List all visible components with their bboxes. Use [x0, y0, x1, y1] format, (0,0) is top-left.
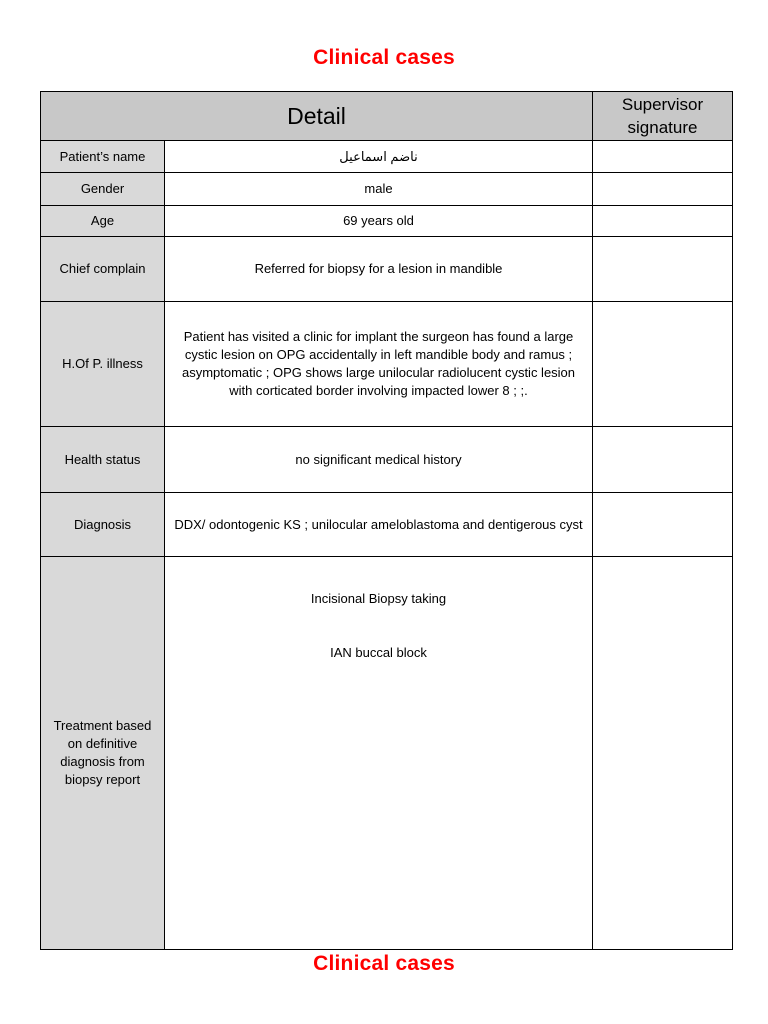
- table-row-gender: [41, 173, 733, 206]
- supervisor-signature-header: Supervisor signature: [593, 92, 733, 141]
- chief-complain-label: Chief complain: [41, 237, 165, 302]
- table-row-treatment: [41, 557, 733, 950]
- treatment-line: IAN buccal block: [330, 645, 427, 660]
- patient-name-label: Patient’s name: [41, 141, 165, 173]
- signature-cell: [593, 173, 733, 206]
- table-row-diagnosis: [41, 493, 733, 557]
- health-status-value: no significant medical history: [165, 427, 593, 493]
- diagnosis-label: Diagnosis: [41, 493, 165, 557]
- page-title: Clinical cases: [313, 46, 455, 69]
- table-row-hpi: [41, 302, 733, 427]
- signature-cell: [593, 302, 733, 427]
- footer-title: Clinical cases: [313, 952, 455, 975]
- signature-cell: [593, 427, 733, 493]
- table-row-health-status: [41, 427, 733, 493]
- gender-value: male: [165, 173, 593, 206]
- gender-label: Gender: [41, 173, 165, 206]
- diagnosis-value: DDX/ odontogenic KS ; unilocular ameloblastoma and dentigerous cyst: [165, 493, 593, 557]
- hpi-label: H.Of P. illness: [41, 302, 165, 427]
- table-row-chief-complain: [41, 237, 733, 302]
- table-row-patient-name: [41, 141, 733, 173]
- signature-cell: [593, 237, 733, 302]
- health-status-label: Health status: [41, 427, 165, 493]
- signature-cell: [593, 557, 733, 950]
- patient-name-value: ناضم اسماعيل: [165, 141, 593, 173]
- signature-cell: [593, 206, 733, 237]
- signature-cell: [593, 141, 733, 173]
- age-label: Age: [41, 206, 165, 237]
- table-header-row: [41, 92, 733, 141]
- treatment-value: [165, 557, 593, 950]
- clinical-case-table: [40, 91, 733, 950]
- age-value: 69 years old: [165, 206, 593, 237]
- signature-cell: [593, 493, 733, 557]
- chief-complain-value: Referred for biopsy for a lesion in mandible: [165, 237, 593, 302]
- hpi-value: Patient has visited a clinic for implant the surgeon has found a large cystic lesion on OPG accidentally in left mandible body and ramus ; asymptomatic ; OPG shows large unilocular radiolucent cystic lesion with corticated border involving impacted lower 8 ; ;.: [165, 302, 593, 427]
- table-row-age: [41, 206, 733, 237]
- treatment-label: Treatment based on definitive diagnosis from biopsy report: [41, 557, 165, 950]
- detail-header: Detail: [41, 92, 593, 141]
- treatment-line: Incisional Biopsy taking: [310, 591, 447, 606]
